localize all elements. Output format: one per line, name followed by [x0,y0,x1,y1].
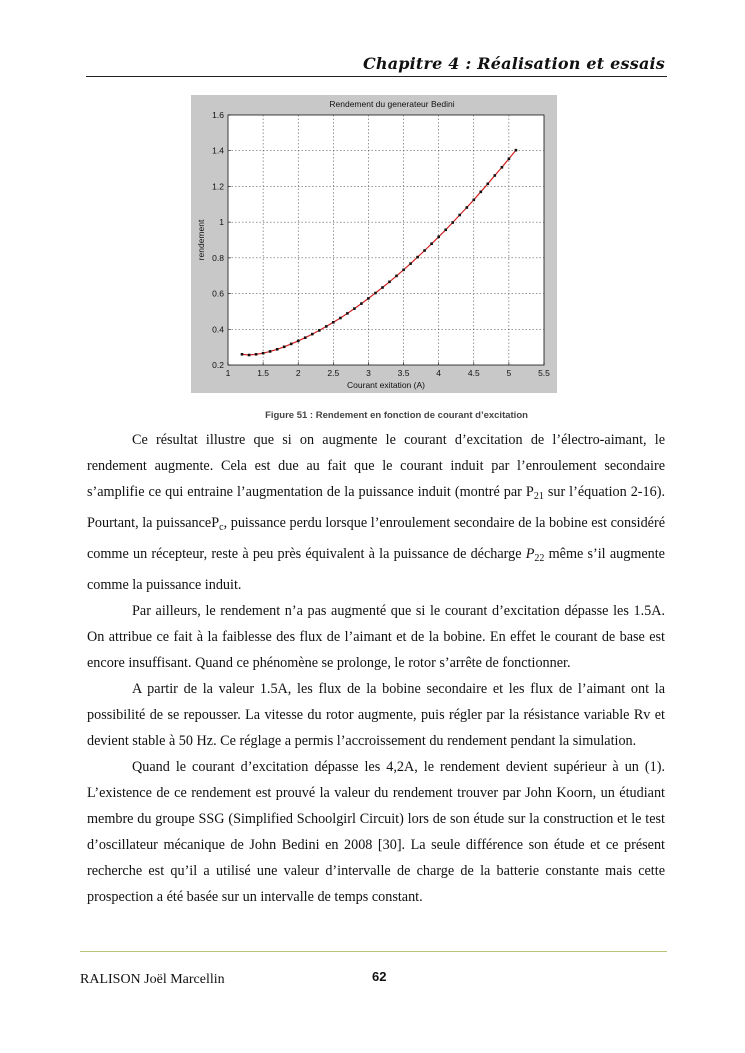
data-point [276,348,279,351]
data-point [466,206,469,209]
figure-panel [191,95,557,393]
p1-part-c: , puissance perdu lorsque l’enroulement secondaire de la bobine est considéré comme un récepteur, reste à peu près équivalent à la puissance de décharge [87,515,665,562]
data-point [515,149,518,152]
header-divider [86,76,667,77]
page-number: 62 [372,969,387,984]
x-tick-label: 4.5 [467,368,480,378]
x-tick-label: 1.5 [257,368,270,378]
data-point [248,354,251,357]
x-tick-label: 3 [366,368,371,378]
p1-part-d: même s’il augmente comme la puissance induit. [87,546,665,593]
data-point [458,214,461,217]
footer-divider [80,951,667,952]
data-point [262,352,265,355]
data-point [473,199,476,202]
body-text [87,427,665,910]
data-point [480,191,483,194]
data-point [325,325,328,328]
efficiency-chart [191,95,557,393]
data-point [416,256,419,259]
data-point [374,292,377,295]
paragraph-3: A partir de la valeur 1.5A, les flux de la bobine secondaire et les flux de l’aimant ont la possibilité de se repousser. La vitesse du rotor augmente, puis régler par la résistance variable Rv et devient stable à 50 Hz. Ce réglage a permis l’accroissement du rendement pendant la simulation. [87,681,665,749]
p1-part-b: sur l’équation 2-16). Pourtant, la puissanceP [87,484,665,531]
y-tick-label: 1.2 [212,181,224,192]
p1-subscript-c: c [219,522,224,533]
data-point [437,236,440,239]
x-tick-label: 1 [225,368,231,378]
y-tick-label: 0.2 [212,360,224,370]
x-tick-label: 2 [295,368,301,378]
paragraph-1 [87,427,665,598]
data-point [395,275,398,278]
footer-author: RALISON Joël Marcellin [80,972,225,987]
y-tick-label: 0.6 [212,288,224,299]
p1-subscript-22: 22 [534,553,545,564]
data-point [360,302,363,305]
data-point [241,353,244,356]
plot-area [228,115,544,365]
data-point [381,286,384,289]
figure-caption: Figure 51 : Rendement en fonction de courant d’excitation [265,410,528,421]
y-tick-label: 0.8 [212,252,224,263]
data-point [353,307,356,310]
data-point [346,312,349,315]
data-point [255,353,258,356]
x-tick-label: 5.5 [538,368,550,378]
paragraph-2: Par ailleurs, le rendement n’a pas augmenté que si le courant d’excitation dépasse les 1.5A. On attribue ce fait à la faiblesse des flux de l’aimant et de la bobine. En effet le courant de base est encore insuffisant. Quand ce phénomène se prolonge, le rotor s’arrête de fonctionner. [87,603,665,671]
p1-subscript-21: 21 [533,491,544,502]
data-point [501,166,504,169]
y-tick-label: 0.4 [212,324,224,335]
data-point [367,297,370,300]
y-tick-label: 1.6 [212,110,224,120]
data-point [508,158,511,161]
data-point [494,174,497,177]
data-point [388,281,391,284]
y-axis-label: rendement [196,219,206,261]
x-tick-label: 4 [436,368,442,378]
data-point [290,343,293,346]
paragraph-4: Quand le courant d’excitation dépasse les 4,2A, le rendement devient supérieur à un (1). L’existence de ce rendement est prouvé la valeur du rendement trouver par John Koorn, un étudiant membre du groupe SSG (Simplified Schoolgirl Circuit) lors de son étude sur la construction et le test d’oscillateur mécanique de John Bedini en 2008 [30]. La seule différence son étude et ce présent recherche est qu’il a utilisé une valeur d’intervalle de charge de la batterie constante mais cette prospection a été basée sur un intervalle de temps constant. [87,759,665,905]
data-point [423,249,426,252]
data-point [318,329,321,332]
p1-part-a: Ce résultat illustre que si on augmente le courant d’excitation de l’électro-aimant, le rendement augmente. Cela est due au fait que le courant induit par l’enroulement secondaire s’amplifie ce qui entraine l’augmentation de la puissance induit (montré par P [87,432,665,500]
y-tick-label: 1.4 [212,145,224,156]
data-point [409,262,412,265]
data-point [304,336,307,339]
data-point [451,221,454,224]
data-point [444,229,447,232]
chapter-header: Chapitre 4 : Réalisation et essais [362,54,665,73]
data-point [339,317,342,320]
x-tick-label: 2.5 [327,368,340,378]
x-tick-label: 5 [506,368,512,378]
data-point [332,321,335,324]
y-tick-label: 1 [219,217,224,228]
data-point [297,340,300,343]
x-tick-label: 3.5 [397,368,410,378]
data-point [402,269,405,272]
data-point [311,333,314,336]
data-point [269,350,272,353]
p1-variable-p: P [525,546,535,562]
x-axis-label: Courant exitation (A) [347,380,425,390]
data-point [487,183,490,186]
data-point [430,242,433,245]
data-point [283,346,286,349]
chart-title: Rendement du generateur Bedini [329,99,455,109]
